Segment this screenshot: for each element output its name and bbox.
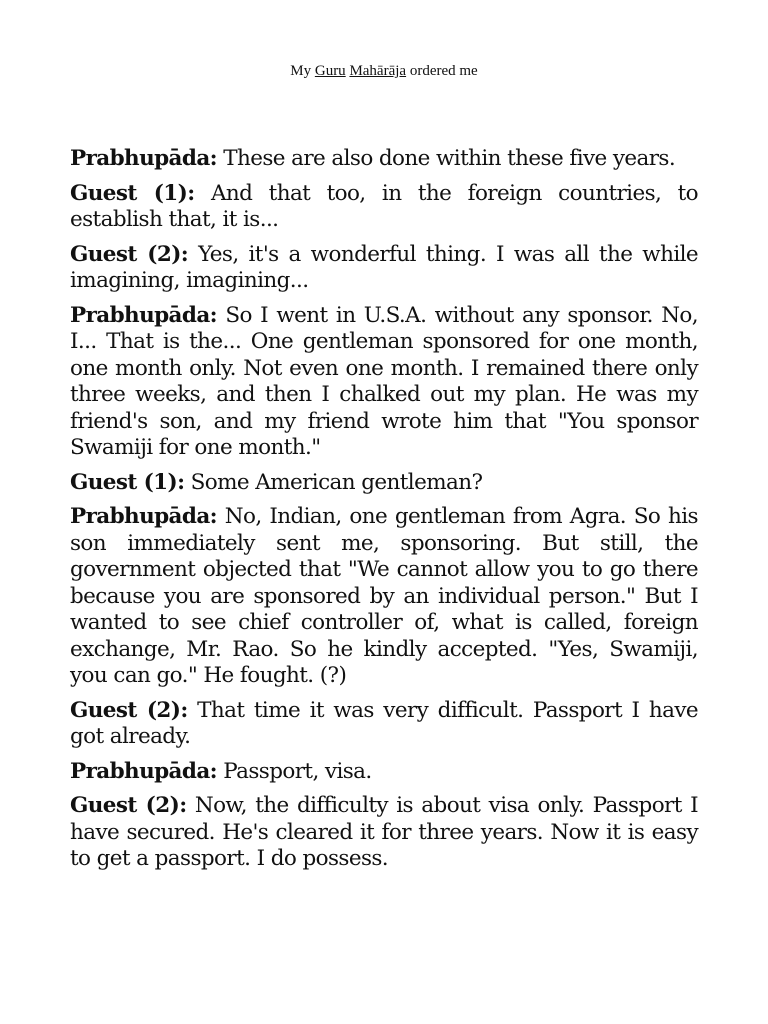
dialogue-text: No, Indian, one gentleman from Agra. So his son immediately sent me, sponsoring. But still, the government objected that "We cannot allow you to go there because you are sponsored by an individual person." But I wanted to see chief controller of, what is called, foreign exchange, Mr. Rao. So he kindly accepted. "Yes, Swamiji, you can go." He fought. (?) (70, 504, 698, 688)
header-suffix: ordered me (406, 63, 478, 79)
speaker-label: Prabhupāda: (70, 302, 217, 328)
speaker-label: Guest (2): (70, 241, 189, 267)
dialogue-paragraph (70, 242, 698, 295)
speaker-label: Guest (1): (70, 469, 185, 495)
dialogue-text: Some American gentleman? (184, 469, 483, 495)
header-maharaja: Mahārāja (349, 63, 407, 79)
dialogue-text: Yes, it's a wonderful thing. I was all the while imagining, imagining... (70, 241, 698, 293)
speaker-label: Guest (2): (70, 697, 188, 723)
speaker-label: Prabhupāda: (70, 758, 217, 784)
dialogue-text: That time it was very difficult. Passport I have got already. (70, 697, 699, 749)
dialogue-paragraph (70, 759, 698, 786)
dialogue-paragraph (70, 470, 698, 497)
dialogue-paragraph (70, 504, 698, 690)
dialogue-paragraph (70, 303, 698, 462)
speaker-label: Guest (2): (70, 793, 187, 818)
dialogue-text: Now, the difficulty is about visa only. Passport I have secured. He's cleared it for three years. Now it is easy to get a passport. I do possess. (70, 793, 698, 871)
dialogue-text: So I went in U.S.A. without any sponsor. No, I... That is the... One gentleman sponsored for one month, one month only. Not even one month. I remained there only three weeks, and then I chalked out my plan. He was my friend's son, and my friend wrote him that "You sponsor Swamiji for one month." (70, 302, 698, 460)
dialogue-paragraph (70, 698, 698, 751)
speaker-label: Guest (1): (70, 180, 195, 206)
speaker-label: Prabhupāda: (70, 146, 217, 171)
header-guru: Guru (314, 63, 346, 79)
header-prefix: My (290, 63, 315, 79)
dialogue-text: And that too, in the foreign countries, to establish that, it is... (70, 180, 698, 232)
dialogue-text: Passport, visa. (217, 758, 372, 784)
dialogue-paragraph (70, 146, 698, 173)
speaker-label: Prabhupāda: (70, 504, 217, 529)
dialogue-text: These are also done within these five years. (217, 146, 676, 171)
dialogue-paragraph (70, 181, 698, 234)
dialogue-paragraph (70, 793, 698, 873)
transcript-body (70, 146, 698, 881)
page-header (0, 61, 768, 81)
